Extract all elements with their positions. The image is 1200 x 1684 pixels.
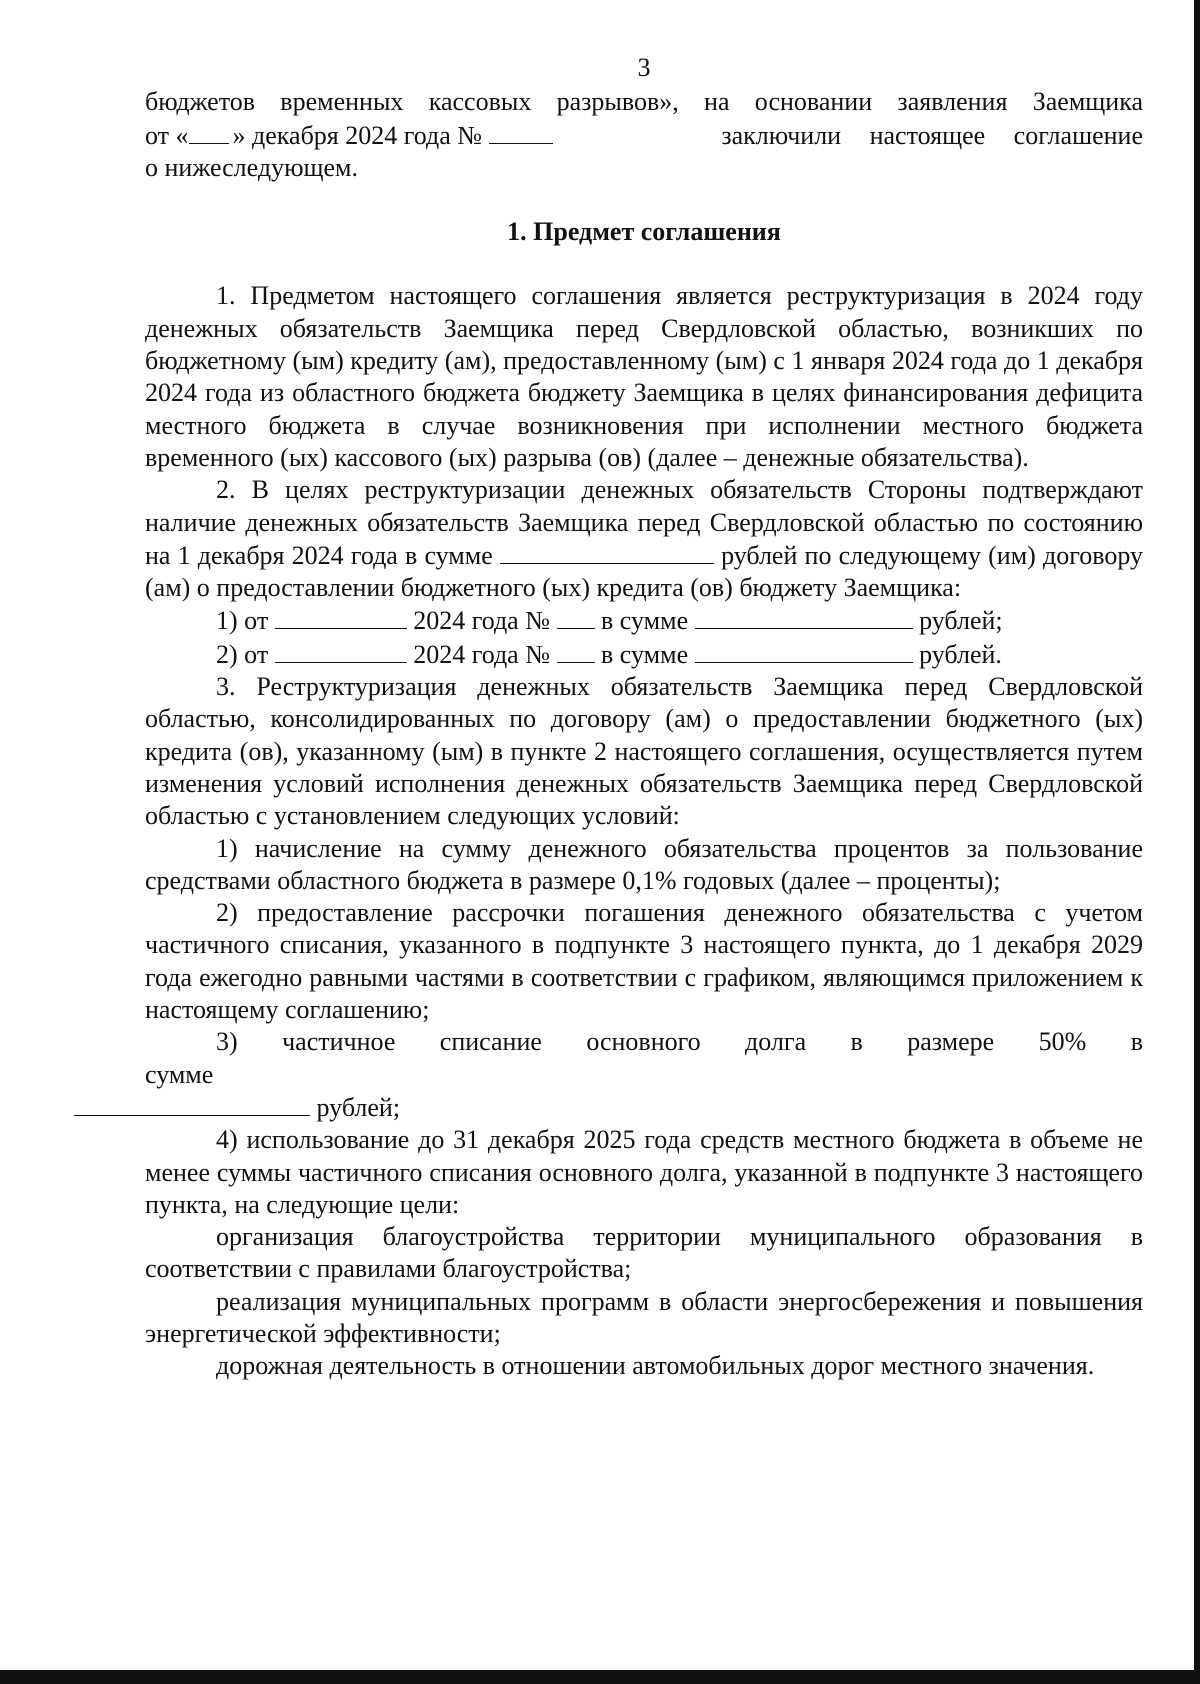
loan-2-year: 2024 года №: [413, 639, 551, 669]
document-body: [145, 52, 1143, 1383]
scan-edge-bottom: [0, 1670, 1200, 1684]
condition-4: 4) использование до 31 декабря 2025 года средств местного бюджета в объеме не менее суммы частичного списания основного долга, указанной в подпункте 3 настоящего пункта, на следующие цели:: [145, 1125, 1143, 1219]
condition-1: 1) начисление на сумму денежного обязательства процентов за пользование средствами областного бюджета в размере 0,1% годовых (далее – проценты);: [145, 833, 1143, 895]
number-blank: [489, 119, 553, 144]
day-blank: [189, 119, 229, 144]
paragraph-2-text-a: 2. В целях реструктуризации денежных обязательств Стороны подтверждают наличие денежных обязательств Заемщика перед Свердловской областью по состоянию на 1 декабря 2024 года в сумме: [145, 475, 1143, 570]
intro-date-text: » декабря 2024 года №: [232, 120, 483, 150]
paragraph-2-text-b: рублей по следующему (им) договору (ам) о предоставлении бюджетного (ых) кредита (ов) бюджету Заемщика:: [145, 540, 1143, 603]
loan-2-number-blank: [557, 638, 595, 663]
loan-1-number-blank: [557, 604, 595, 629]
loan-1-num: 1) от: [216, 606, 269, 636]
loan-1-year: 2024 года №: [413, 606, 551, 636]
loan-2-end: рублей.: [919, 639, 1002, 669]
intro-concluded: заключили настоящее соглашение: [721, 120, 1143, 150]
intro-date-prefix: от «: [145, 120, 189, 150]
write-off-sum-blank: [74, 1091, 310, 1116]
condition-3-end: рублей;: [316, 1092, 401, 1122]
total-sum-blank: [500, 539, 714, 564]
loan-line-2: [145, 638, 1143, 671]
loan-1-sum-blank: [695, 604, 913, 629]
loan-1-end: рублей;: [919, 606, 1003, 636]
loan-2-sum-label: в сумме: [601, 639, 689, 669]
condition-3: [145, 1026, 1143, 1124]
loan-1-sum-label: в сумме: [601, 606, 689, 636]
goal-item: реализация муниципальных программ в области энергосбережения и повышения энергетической эффективности;: [145, 1286, 1143, 1348]
paragraph-2: [145, 474, 1143, 604]
intro-line-3: о нижеследующем.: [145, 152, 359, 182]
paragraph-3: 3. Реструктуризация денежных обязательств Заемщика перед Свердловской областью, консолидированных по договору (ам) о предоставлении бюджетного (ых) кредита (ов), указанному (ым) в пункте 2 настоящего соглашения, осуществляется путем изменения условий исполнения денежных обязательств Заемщика перед Свердловской областью с установлением следующих условий:: [145, 672, 1143, 831]
goal-item: организация благоустройства территории муниципального образования в соответствии с правилами благоустройства;: [145, 1222, 1143, 1284]
loan-line-1: [145, 604, 1143, 637]
loan-2-num: 2) от: [216, 639, 269, 669]
loan-2-date-blank: [275, 638, 407, 663]
section-title: 1. Предмет соглашения: [507, 217, 781, 247]
scan-edge-right: [1194, 0, 1200, 1684]
loan-1-date-blank: [275, 604, 407, 629]
paragraph-1: 1. Предметом настоящего соглашения является реструктуризация в 2024 году денежных обязательств Заемщика перед Свердловской областью, возникших по бюджетному (ым) кредиту (ам), предоставленному (ым) с 1 января 2024 года до 1 декабря 2024 года из областного бюджета бюджету Заемщика в целях финансирования дефицита местного бюджета в случае возникновения при исполнении местного бюджета временного (ых) кассового (ых) разрыва (ов) (далее – денежные обязательства).: [145, 281, 1143, 472]
condition-3-text: 3) частичное списание основного долга в размере 50% в сумме: [145, 1027, 1143, 1089]
intro-line-2: [145, 119, 1143, 152]
goal-item: дорожная деятельность в отношении автомобильных дорог местного значения.: [216, 1351, 1095, 1381]
condition-2: 2) предоставление рассрочки погашения денежного обязательства с учетом частичного списания, указанного в подпункте 3 настоящего пункта, до 1 декабря 2029 года ежегодно равными частями в соответствии с графиком, являющимся приложением к настоящему соглашению;: [145, 898, 1143, 1025]
intro-line-1: бюджетов временных кассовых разрывов», на основании заявления Заемщика: [145, 87, 1143, 117]
loan-2-sum-blank: [695, 638, 913, 663]
page-number: 3: [637, 53, 651, 82]
